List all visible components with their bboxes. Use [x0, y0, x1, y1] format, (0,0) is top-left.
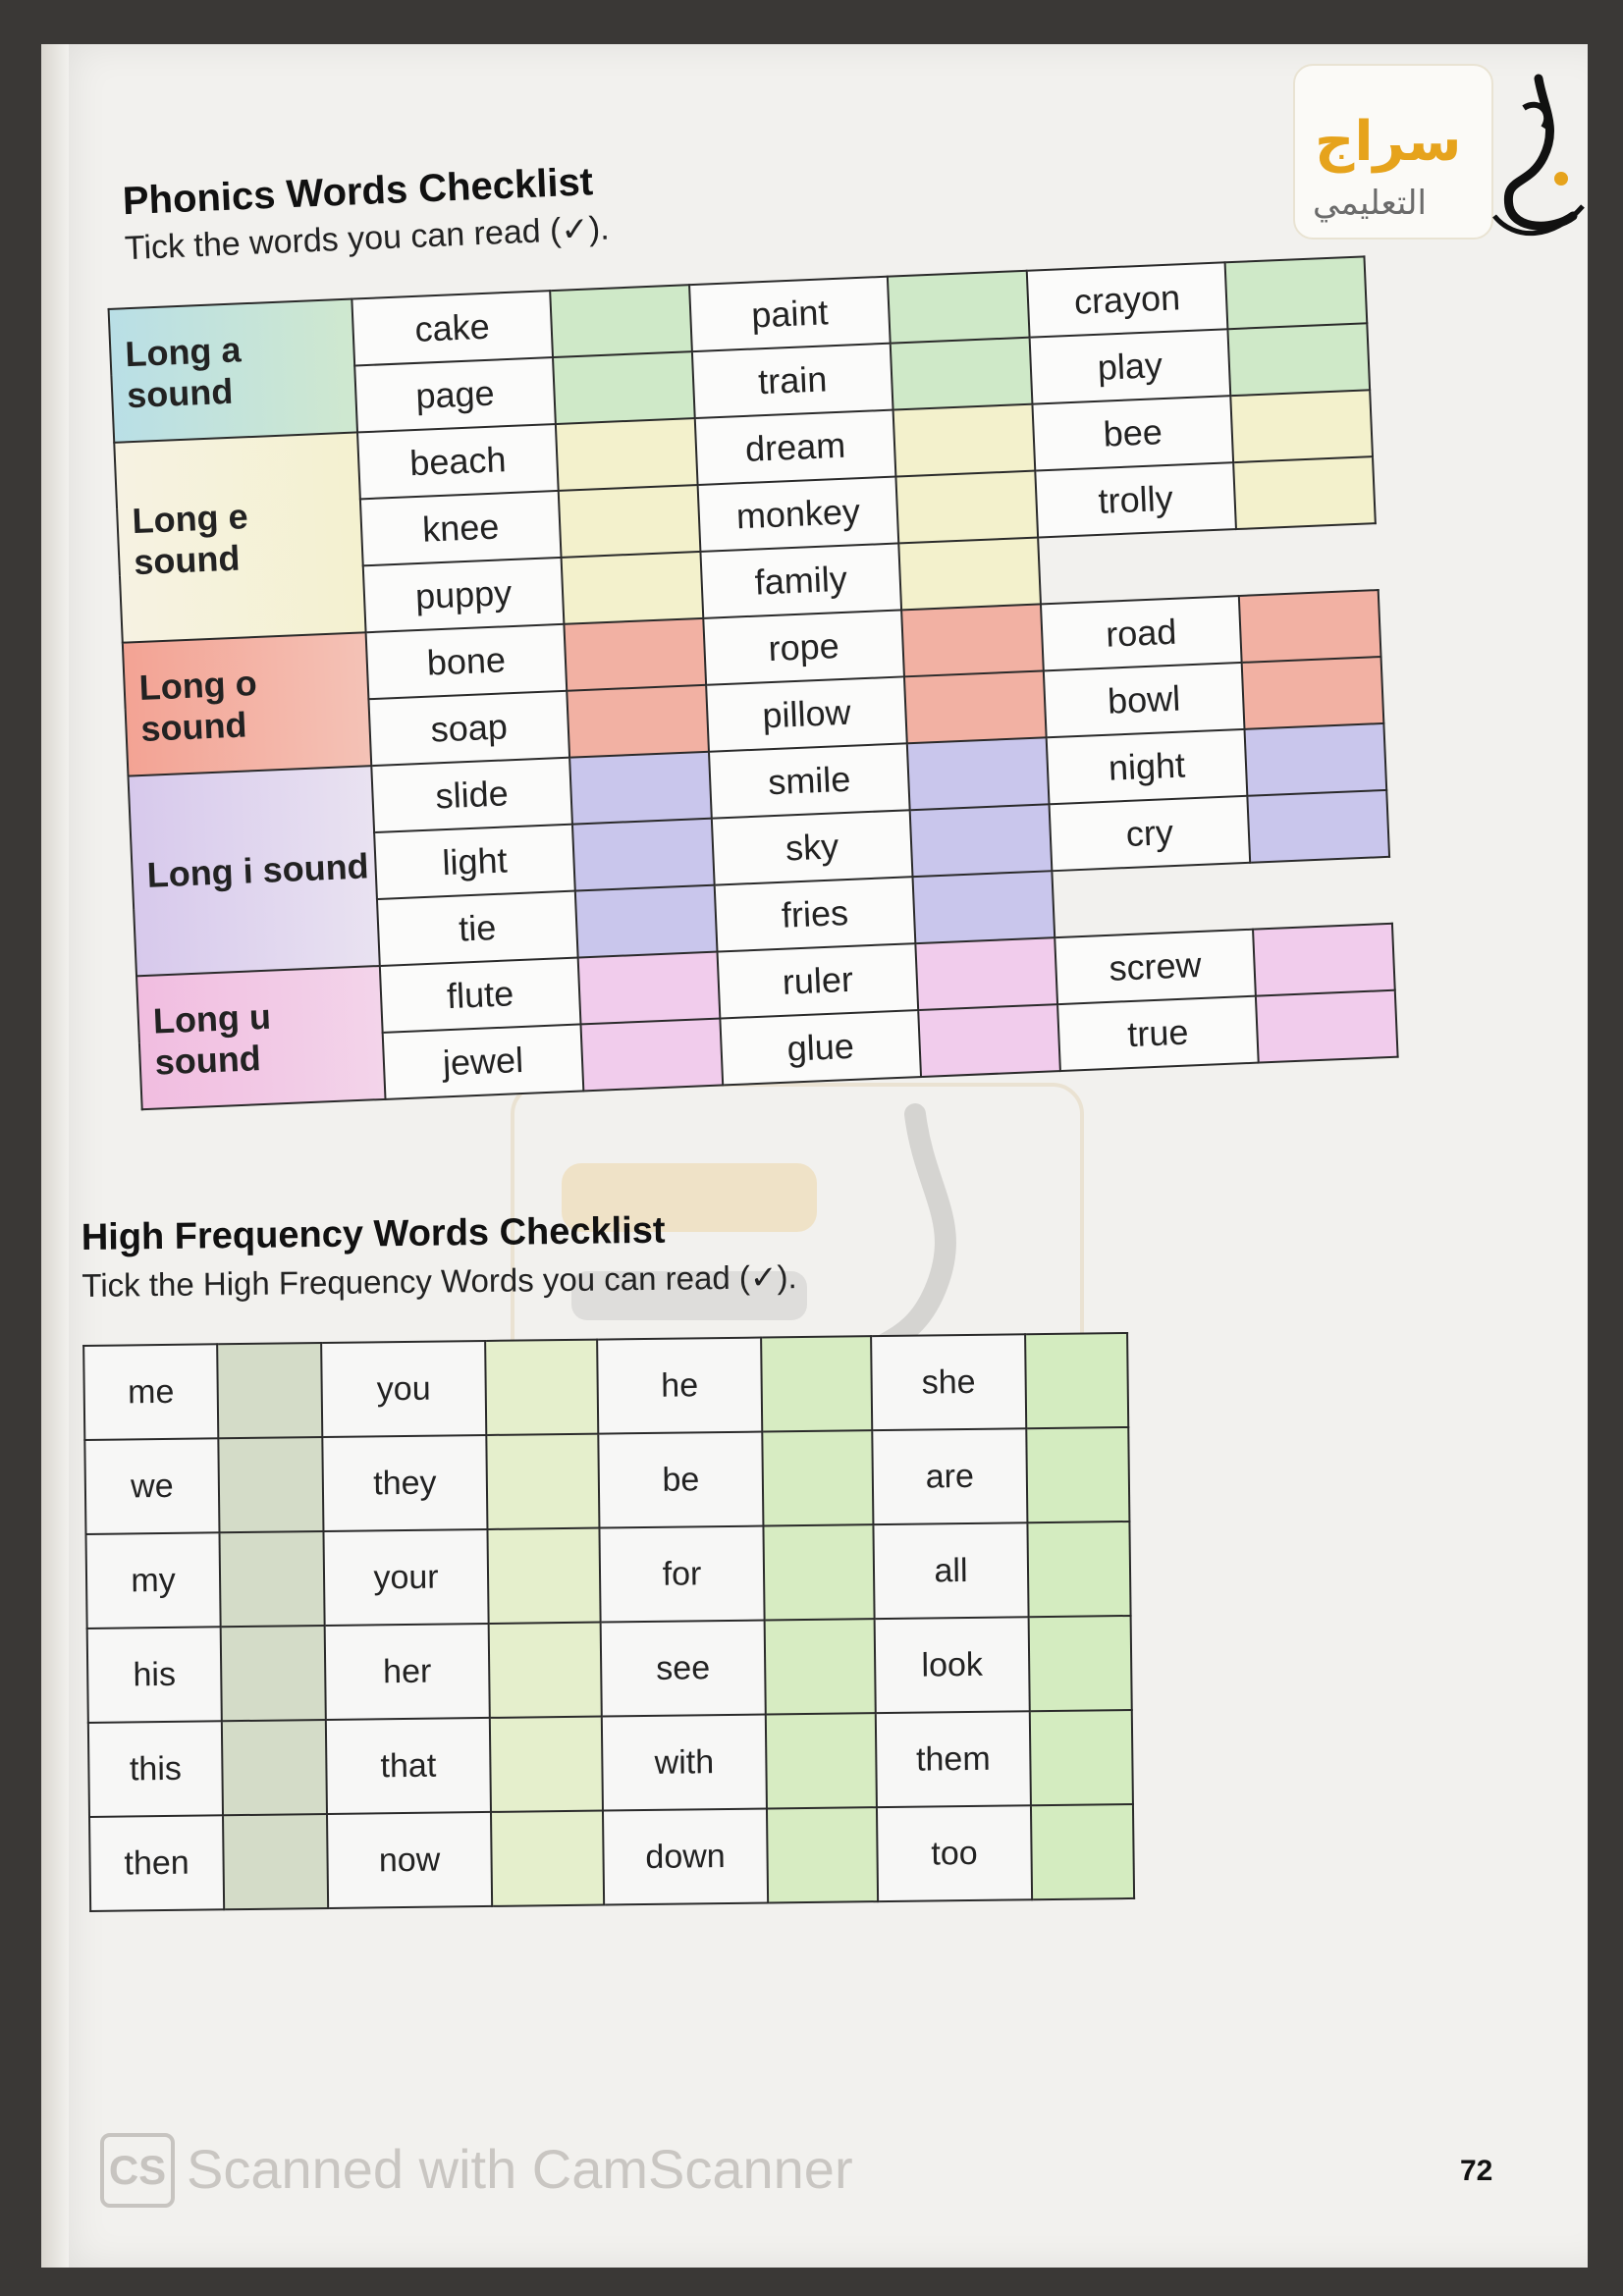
tick-box[interactable]: [1244, 723, 1386, 796]
phonics-checklist: [81, 77, 1457, 1143]
word-cell: trolly: [1035, 462, 1236, 537]
word-cell: too: [877, 1805, 1032, 1901]
word-cell: his: [87, 1627, 222, 1723]
word-cell: bee: [1032, 396, 1233, 470]
tick-box[interactable]: [891, 338, 1033, 410]
tick-box[interactable]: [895, 471, 1038, 544]
empty-cell: [1038, 529, 1239, 604]
word-cell: he: [597, 1338, 762, 1434]
word-cell: her: [325, 1624, 490, 1720]
tick-box[interactable]: [1247, 790, 1389, 863]
tick-box[interactable]: [918, 1004, 1060, 1077]
word-cell: monkey: [698, 477, 899, 552]
word-cell: play: [1030, 329, 1231, 403]
tick-box[interactable]: [1239, 590, 1381, 663]
word-cell: them: [876, 1711, 1031, 1807]
section-label-long-i: Long i sound: [128, 766, 379, 976]
tick-box[interactable]: [1256, 990, 1398, 1063]
word-cell: smile: [709, 743, 910, 818]
tick-box[interactable]: [221, 1626, 326, 1721]
phonics-title: Phonics Words Checklist: [122, 160, 594, 224]
tick-box[interactable]: [907, 737, 1050, 810]
page-spine-shadow: [41, 44, 69, 2268]
word-cell: page: [354, 357, 556, 432]
tick-box[interactable]: [915, 937, 1057, 1010]
tick-box[interactable]: [1031, 1804, 1134, 1899]
tick-box[interactable]: [763, 1524, 874, 1620]
phonics-instructions: Tick the words you can read (✓).: [124, 209, 611, 268]
tick-box[interactable]: [485, 1340, 598, 1435]
word-cell: ruler: [718, 943, 919, 1018]
tick-box[interactable]: [553, 351, 695, 424]
high-frequency-instructions: Tick the High Frequency Words you can read (✓).: [81, 1258, 797, 1304]
logo-text-siraj: سراج: [1315, 110, 1462, 174]
word-cell: look: [875, 1617, 1030, 1713]
tick-box[interactable]: [1227, 323, 1370, 396]
word-cell: bone: [366, 624, 568, 699]
word-cell: jewel: [383, 1024, 584, 1098]
word-cell: are: [872, 1428, 1027, 1524]
tick-box[interactable]: [898, 538, 1041, 611]
tick-box[interactable]: [1253, 924, 1395, 996]
tick-box[interactable]: [580, 1019, 723, 1092]
tick-box[interactable]: [762, 1430, 873, 1525]
word-cell: pillow: [706, 676, 907, 751]
tick-box[interactable]: [559, 485, 701, 558]
word-cell: bowl: [1044, 663, 1245, 737]
word-cell: sky: [712, 810, 913, 884]
word-cell: fries: [715, 877, 916, 951]
empty-cell: [1250, 857, 1392, 930]
table-row: [83, 1333, 1128, 1440]
word-cell: me: [83, 1344, 218, 1440]
word-cell: light: [374, 825, 575, 899]
word-cell: they: [322, 1435, 487, 1531]
tick-box[interactable]: [489, 1623, 602, 1718]
tick-box[interactable]: [217, 1343, 322, 1438]
tick-box[interactable]: [550, 285, 692, 357]
tick-box[interactable]: [562, 552, 704, 624]
tick-box[interactable]: [765, 1619, 876, 1714]
tick-box[interactable]: [578, 952, 721, 1025]
tick-box[interactable]: [1233, 456, 1376, 529]
tick-box[interactable]: [767, 1807, 878, 1902]
tick-box[interactable]: [564, 618, 706, 691]
tick-box[interactable]: [222, 1720, 327, 1815]
tick-box[interactable]: [218, 1437, 323, 1532]
phonics-table: [108, 255, 1399, 1110]
table-row: [87, 1616, 1132, 1723]
tick-box[interactable]: [567, 685, 709, 758]
logo-text-altaalimi: التعليمي: [1313, 184, 1427, 223]
tick-box[interactable]: [1225, 256, 1368, 329]
tick-box[interactable]: [1230, 390, 1373, 462]
word-cell: true: [1057, 996, 1259, 1071]
word-cell: we: [84, 1438, 219, 1534]
word-cell: with: [602, 1715, 767, 1811]
table-row: [89, 1804, 1134, 1911]
word-cell: soap: [368, 691, 569, 766]
word-cell: now: [327, 1812, 492, 1908]
word-cell: be: [598, 1432, 763, 1528]
section-label-long-u: Long u sound: [136, 966, 385, 1109]
table-row: [88, 1710, 1133, 1817]
word-cell: tie: [377, 891, 578, 966]
tick-box[interactable]: [223, 1814, 328, 1909]
word-cell: knee: [360, 491, 562, 565]
camscanner-watermark-text: Scanned with CamScanner: [187, 2138, 853, 2200]
word-cell: you: [321, 1341, 486, 1437]
word-cell: see: [601, 1621, 766, 1717]
word-cell: crayon: [1027, 262, 1228, 337]
word-cell: for: [599, 1526, 764, 1623]
word-cell: then: [89, 1815, 224, 1911]
word-cell: cake: [352, 291, 553, 365]
tick-box[interactable]: [572, 819, 715, 891]
tick-box[interactable]: [490, 1717, 603, 1812]
tick-box[interactable]: [1026, 1427, 1129, 1522]
word-cell: train: [692, 344, 893, 418]
tick-box[interactable]: [761, 1336, 872, 1431]
word-cell: rope: [703, 610, 904, 684]
tick-box[interactable]: [569, 752, 712, 825]
tick-box[interactable]: [904, 670, 1047, 743]
tick-box[interactable]: [912, 871, 1055, 943]
empty-cell: [1236, 523, 1379, 596]
word-cell: all: [873, 1522, 1028, 1619]
tick-box[interactable]: [1030, 1710, 1133, 1805]
word-cell: road: [1041, 596, 1242, 670]
word-cell: glue: [720, 1010, 921, 1085]
page-number: 72: [1460, 2155, 1493, 2187]
word-cell: beach: [357, 424, 559, 499]
tick-box[interactable]: [219, 1531, 324, 1627]
high-frequency-title: High Frequency Words Checklist: [81, 1209, 666, 1258]
tick-box[interactable]: [486, 1434, 599, 1529]
word-cell: your: [323, 1529, 488, 1626]
table-row: [85, 1522, 1130, 1629]
camscanner-icon: CS: [100, 2133, 175, 2208]
word-cell: dream: [695, 410, 896, 485]
high-frequency-checklist: [81, 1159, 1190, 1958]
word-cell: that: [326, 1718, 491, 1814]
word-cell: slide: [371, 758, 572, 832]
tick-box[interactable]: [910, 804, 1053, 877]
high-frequency-table: [82, 1332, 1135, 1912]
word-cell: night: [1047, 729, 1248, 804]
word-cell: flute: [380, 958, 581, 1033]
tick-box[interactable]: [1242, 657, 1384, 729]
book-page: [41, 44, 1588, 2268]
section-label-long-e: Long e sound: [114, 432, 365, 642]
tick-box[interactable]: [1027, 1522, 1130, 1617]
word-cell: my: [85, 1532, 220, 1629]
empty-cell: [1052, 863, 1253, 937]
tick-box[interactable]: [491, 1811, 604, 1906]
tick-box[interactable]: [888, 271, 1030, 344]
word-cell: cry: [1050, 796, 1251, 871]
word-cell: this: [88, 1721, 223, 1817]
table-row: [84, 1427, 1129, 1534]
tick-box[interactable]: [893, 404, 1036, 477]
word-cell: family: [700, 543, 901, 617]
tick-box[interactable]: [766, 1713, 877, 1808]
tick-box[interactable]: [487, 1528, 600, 1624]
section-label-long-a: Long a sound: [109, 299, 357, 443]
tick-box[interactable]: [575, 885, 718, 958]
tick-box[interactable]: [1025, 1333, 1128, 1428]
word-cell: paint: [689, 277, 891, 351]
tick-box[interactable]: [556, 418, 698, 491]
word-cell: puppy: [363, 558, 565, 632]
calligraphy-emblem-icon: [1485, 69, 1588, 240]
word-cell: she: [871, 1334, 1026, 1430]
word-cell: screw: [1055, 930, 1256, 1004]
word-cell: down: [603, 1809, 768, 1905]
tick-box[interactable]: [1029, 1616, 1132, 1711]
tick-box[interactable]: [901, 604, 1044, 676]
section-label-long-o: Long o sound: [123, 632, 371, 775]
